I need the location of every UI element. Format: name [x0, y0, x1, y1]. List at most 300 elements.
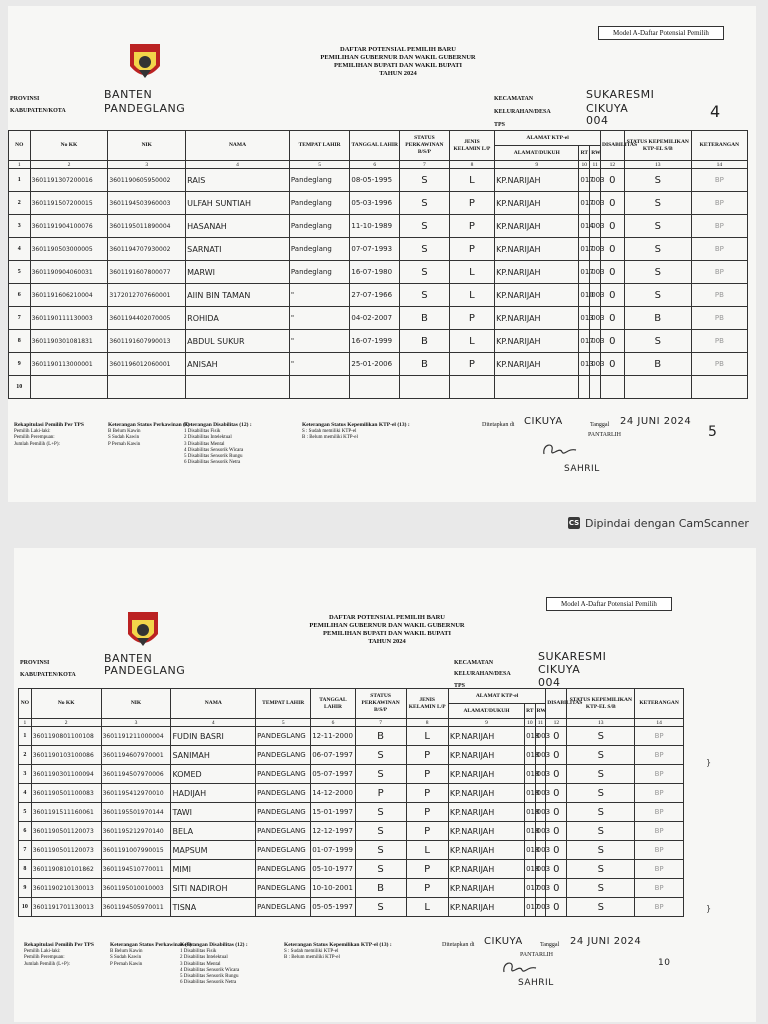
column-header: TEMPAT LAHIR — [256, 689, 311, 719]
table-row — [19, 898, 684, 917]
column-number: 12 — [546, 719, 567, 727]
column-number: 3 — [108, 161, 186, 169]
signer-name: SAHRIL — [518, 978, 554, 988]
cell-dis — [600, 376, 624, 399]
camscanner-label: Dipindai dengan CamScanner — [585, 516, 749, 530]
column-header: RW — [535, 704, 546, 719]
cell-no: 4 — [9, 238, 31, 261]
cell-tgl: 08-05-1995 — [350, 169, 400, 192]
form-sheet-1 — [8, 6, 756, 502]
cell-tgl: 01-07-1999 — [311, 841, 355, 860]
cell-dis: 0 — [600, 353, 624, 376]
cell-nama: HADIJAH — [171, 784, 256, 803]
column-header: RW — [590, 146, 601, 161]
form-title: DAFTAR POTENSIAL PEMILIH BARU PEMILIHAN GUBERNUR DAN WAKIL GUBERNUR PEMILIHAN BUPATI DAN WAKIL BUPATI TAHUN 2024 — [309, 614, 465, 645]
cell-tempat: " — [289, 307, 350, 330]
cell-alamat: KP.NARIJAH — [448, 898, 524, 917]
column-header: RT — [525, 704, 536, 719]
cell-rt: 010 — [579, 284, 590, 307]
cell-nama: MIMI — [171, 860, 256, 879]
cell-rw: 003 — [535, 746, 546, 765]
column-number: 2 — [31, 719, 101, 727]
table-row — [9, 169, 748, 192]
signer-name: SAHRIL — [564, 464, 600, 474]
tps-value: 004 — [538, 676, 561, 689]
cell-kk: 3601191606210004 — [30, 284, 108, 307]
cell-rw — [590, 376, 601, 399]
table-row — [9, 376, 748, 399]
cell-tempat: PANDEGLANG — [256, 727, 311, 746]
table-row — [19, 860, 684, 879]
table-row — [9, 284, 748, 307]
cell-jk: P — [406, 822, 448, 841]
cell-nama: TISNA — [171, 898, 256, 917]
cell-tempat: " — [289, 330, 350, 353]
column-header: NO — [19, 689, 32, 719]
cell-no: 5 — [9, 261, 31, 284]
cell-ket: BP — [635, 860, 684, 879]
column-number: 7 — [400, 161, 450, 169]
cell-tgl: 06-07-1997 — [311, 746, 355, 765]
cell-alamat: KP.NARIJAH — [495, 238, 579, 261]
cell-kk: 3601190501100083 — [31, 784, 101, 803]
cell-rt: 017 — [579, 169, 590, 192]
cell-rt: 018 — [525, 841, 536, 860]
cell-ktp: S — [567, 841, 635, 860]
cell-ktp: S — [624, 330, 691, 353]
column-number: 11 — [590, 161, 601, 169]
column-header: DISABILITAS — [600, 131, 624, 161]
cell-jk: L — [449, 330, 494, 353]
cell-alamat: KP.NARIJAH — [495, 353, 579, 376]
cell-tgl: 14-12-2000 — [311, 784, 355, 803]
form-title: DAFTAR POTENSIAL PEMILIH BARU PEMILIHAN GUBERNUR DAN WAKIL GUBERNUR PEMILIHAN BUPATI DAN WAKIL BUPATI TAHUN 2024 — [320, 46, 476, 77]
cell-rw: 003 — [535, 860, 546, 879]
cell-tempat: PANDEGLANG — [256, 746, 311, 765]
cell-nik: 3172012707660001 — [108, 284, 186, 307]
margin-note: } — [706, 904, 712, 913]
cell-alamat: KP.NARIJAH — [495, 307, 579, 330]
cell-dis: 0 — [546, 860, 567, 879]
cell-dis: 0 — [546, 765, 567, 784]
table-row — [9, 215, 748, 238]
column-header: No KK — [30, 131, 108, 161]
cell-alamat: KP.NARIJAH — [448, 746, 524, 765]
cell-nama — [186, 376, 290, 399]
cell-nik: 3601194510770011 — [101, 860, 171, 879]
cell-rt: 017 — [579, 192, 590, 215]
cell-rw: 003 — [535, 879, 546, 898]
cell-nik: 3601196012060001 — [108, 353, 186, 376]
cell-ket: BP — [635, 746, 684, 765]
cell-rt: 018 — [525, 765, 536, 784]
cell-rw: 003 — [535, 803, 546, 822]
cell-tgl: 16-07-1999 — [350, 330, 400, 353]
cell-no: 7 — [19, 841, 32, 860]
column-header: ALAMAT KTP-el — [448, 689, 545, 704]
cell-tgl: 27-07-1966 — [350, 284, 400, 307]
cell-kk: 3601191511160061 — [31, 803, 101, 822]
ditetapkan-label: Ditetapkan di — [482, 422, 515, 428]
tps-value: 004 — [586, 114, 609, 127]
cell-tgl: 12-11-2000 — [311, 727, 355, 746]
cell-rt — [579, 376, 590, 399]
voter-table-1 — [8, 130, 748, 399]
disability-legend: Keterangan Disabilitas (12) : 1 Disabilitas Fisik 2 Disabilitas Intelektual 3 Disabilitas Mental 4 Disabilitas Sensorik Wicara 5 Disabilitas Sensorik Rungu 6 Disabilitas Sensorik Netra — [180, 942, 248, 986]
cell-ket: BP — [691, 238, 747, 261]
column-number: 1 — [9, 161, 31, 169]
ditetapkan-place: CIKUYA — [484, 936, 523, 947]
kelurahan-value: CIKUYA — [586, 102, 629, 115]
cell-dis: 0 — [546, 822, 567, 841]
cell-alamat: KP.NARIJAH — [448, 822, 524, 841]
cell-jk: P — [406, 746, 448, 765]
cell-ktp: S — [567, 898, 635, 917]
column-header: STATUS KEPEMILIKAN KTP-EL S/B — [624, 131, 691, 161]
cell-status: S — [400, 192, 450, 215]
column-number: 4 — [171, 719, 256, 727]
cell-ket: BP — [635, 822, 684, 841]
cell-nama: AIIN BIN TAMAN — [186, 284, 290, 307]
cell-rt: 018 — [525, 860, 536, 879]
column-header: NAMA — [171, 689, 256, 719]
cell-tempat: Pandeglang — [289, 261, 350, 284]
column-number: 10 — [579, 161, 590, 169]
cell-ket: BP — [635, 841, 684, 860]
cell-tempat: Pandeglang — [289, 192, 350, 215]
cell-rw: 003 — [590, 169, 601, 192]
table-row — [9, 192, 748, 215]
cell-ket: PB — [691, 353, 747, 376]
cell-kk — [30, 376, 108, 399]
cell-tgl: 15-01-1997 — [311, 803, 355, 822]
cell-ktp: B — [624, 307, 691, 330]
model-label: Model A-Daftar Potensial Pemilih — [546, 597, 672, 611]
cell-tgl: 07-07-1993 — [350, 238, 400, 261]
cell-ktp: S — [624, 169, 691, 192]
cell-jk: P — [449, 192, 494, 215]
column-header: NIK — [101, 689, 171, 719]
cell-jk: P — [449, 215, 494, 238]
cell-ktp: S — [624, 284, 691, 307]
cell-rw: 003 — [590, 307, 601, 330]
cell-kk: 3601190801100108 — [31, 727, 101, 746]
cell-ket: PB — [691, 284, 747, 307]
cell-tempat: PANDEGLANG — [256, 803, 311, 822]
cell-jk: L — [406, 841, 448, 860]
cell-nama: ABDUL SUKUR — [186, 330, 290, 353]
cell-tempat: PANDEGLANG — [256, 860, 311, 879]
column-header: KETERANGAN — [635, 689, 684, 719]
column-number: 6 — [311, 719, 355, 727]
column-number: 11 — [535, 719, 546, 727]
cell-tgl: 05-10-1977 — [311, 860, 355, 879]
cell-dis: 0 — [546, 746, 567, 765]
cell-alamat: KP.NARIJAH — [448, 860, 524, 879]
cell-ktp: S — [567, 879, 635, 898]
voter-table-2 — [18, 688, 684, 917]
cell-ktp: S — [567, 860, 635, 879]
cell-alamat: KP.NARIJAH — [448, 765, 524, 784]
cell-nik: 3601194507970006 — [101, 765, 171, 784]
table-row — [9, 353, 748, 376]
cell-nama: ULFAH SUNTIAH — [186, 192, 290, 215]
cell-jk: P — [449, 238, 494, 261]
cell-tempat: " — [289, 284, 350, 307]
cell-tempat: Pandeglang — [289, 238, 350, 261]
status-legend: Keterangan Status Perkawinan (7) : B Belum Kawin S Sudah Kawin P Pernah Kawin — [108, 422, 193, 447]
cell-ktp — [624, 376, 691, 399]
cell-status: S — [400, 261, 450, 284]
column-header: STATUS PERKAWINAN B/S/P — [400, 131, 450, 161]
tanggal-label: Tanggal — [590, 422, 610, 428]
table-row — [19, 784, 684, 803]
cell-rt: 017 — [525, 879, 536, 898]
provinsi-value: BANTEN — [104, 88, 153, 101]
kelurahan-value: CIKUYA — [538, 663, 581, 676]
cell-alamat: KP.NARIJAH — [495, 330, 579, 353]
cell-ket: PB — [691, 330, 747, 353]
cell-jk: L — [449, 261, 494, 284]
cell-no: 1 — [19, 727, 32, 746]
cell-ket: BP — [691, 215, 747, 238]
corner-number: 4 — [710, 102, 721, 121]
cell-ktp: S — [567, 727, 635, 746]
cell-status: B — [400, 330, 450, 353]
cell-kk: 3601190503000005 — [30, 238, 108, 261]
column-number: 7 — [355, 719, 406, 727]
cell-nama: FUDIN BASRI — [171, 727, 256, 746]
cell-ket: BP — [691, 169, 747, 192]
cell-nama: MARWI — [186, 261, 290, 284]
cell-rw: 003 — [590, 330, 601, 353]
cell-nama: KOMED — [171, 765, 256, 784]
cell-ktp: S — [567, 803, 635, 822]
cell-nik: 3601190605950002 — [108, 169, 186, 192]
cell-rt: 017 — [579, 261, 590, 284]
cell-ket: BP — [635, 765, 684, 784]
kabupaten-value: PANDEGLANG — [104, 664, 186, 677]
cell-dis: 0 — [600, 238, 624, 261]
table-row — [19, 841, 684, 860]
cell-tgl: 05-05-1997 — [311, 898, 355, 917]
cell-dis: 0 — [600, 307, 624, 330]
cell-rt: 018 — [525, 727, 536, 746]
cell-ktp: S — [567, 765, 635, 784]
cell-alamat: KP.NARIJAH — [448, 879, 524, 898]
column-number: 9 — [495, 161, 579, 169]
cell-jk: P — [449, 353, 494, 376]
cell-tempat: PANDEGLANG — [256, 879, 311, 898]
cell-nik: 3601191607800077 — [108, 261, 186, 284]
cell-nik: 3601194503960003 — [108, 192, 186, 215]
cell-nama: RAIS — [186, 169, 290, 192]
cell-no: 6 — [19, 822, 32, 841]
column-number: 13 — [624, 161, 691, 169]
cell-jk: P — [406, 860, 448, 879]
cell-tempat: PANDEGLANG — [256, 784, 311, 803]
cell-tgl: 25-01-2006 — [350, 353, 400, 376]
cell-rt: 013 — [579, 353, 590, 376]
cell-tempat: PANDEGLANG — [256, 765, 311, 784]
cell-alamat: KP.NARIJAH — [448, 727, 524, 746]
cell-status: S — [400, 169, 450, 192]
cell-jk: L — [449, 169, 494, 192]
cell-kk: 3601191701130013 — [31, 898, 101, 917]
cell-ktp: S — [567, 746, 635, 765]
column-header: JENIS KELAMIN L/P — [449, 131, 494, 161]
cell-no: 5 — [19, 803, 32, 822]
cell-ktp: S — [624, 238, 691, 261]
cell-nik: 3601194505970011 — [101, 898, 171, 917]
cell-rw: 003 — [590, 192, 601, 215]
cell-dis: 0 — [600, 169, 624, 192]
cell-tgl — [350, 376, 400, 399]
column-header: TANGGAL LAHIR — [350, 131, 400, 161]
form-sheet-2 — [14, 548, 756, 1022]
cell-ktp: S — [567, 784, 635, 803]
cell-nama: TAWI — [171, 803, 256, 822]
page-number: 5 — [708, 424, 718, 440]
cell-rw: 003 — [535, 784, 546, 803]
cell-kk: 3601190301100094 — [31, 765, 101, 784]
cell-tempat: " — [289, 353, 350, 376]
column-number: 10 — [525, 719, 536, 727]
cell-tempat: Pandeglang — [289, 169, 350, 192]
cell-kk: 3601190810101862 — [31, 860, 101, 879]
table-row — [9, 261, 748, 284]
column-header: KETERANGAN — [691, 131, 747, 161]
cell-kk: 3601190113000001 — [30, 353, 108, 376]
cell-kk: 3601190210130013 — [31, 879, 101, 898]
cell-tempat — [289, 376, 350, 399]
cell-no: 2 — [9, 192, 31, 215]
status-legend: Keterangan Status Perkawinan (7) : B Belum Kawin S Sudah Kawin P Pernah Kawin — [110, 942, 195, 967]
cell-rt: 018 — [525, 803, 536, 822]
cell-jk: P — [406, 765, 448, 784]
cell-ket — [691, 376, 747, 399]
camscanner-icon: CS — [568, 519, 580, 527]
cell-ket: BP — [635, 879, 684, 898]
cell-no: 6 — [9, 284, 31, 307]
cell-alamat: KP.NARIJAH — [448, 803, 524, 822]
cell-alamat: KP.NARIJAH — [448, 841, 524, 860]
cell-no: 1 — [9, 169, 31, 192]
cell-rt: 014 — [579, 215, 590, 238]
column-number: 14 — [691, 161, 747, 169]
cell-ktp: S — [567, 822, 635, 841]
cell-tgl: 04-02-2007 — [350, 307, 400, 330]
table-row — [9, 307, 748, 330]
cell-nik: 3601195501970144 — [101, 803, 171, 822]
ditetapkan-place: CIKUYA — [524, 416, 563, 427]
cell-rw: 003 — [590, 238, 601, 261]
kabupaten-label: KABUPATEN/KOTA — [20, 672, 76, 678]
cell-alamat: KP.NARIJAH — [495, 192, 579, 215]
cell-jk: L — [449, 284, 494, 307]
cell-ket: BP — [691, 261, 747, 284]
kabupaten-label: KABUPATEN/KOTA — [10, 108, 66, 114]
cell-jk: L — [406, 898, 448, 917]
cell-status: B — [355, 727, 406, 746]
column-header: DISABILITAS — [546, 689, 567, 719]
cell-jk: P — [449, 307, 494, 330]
kelurahan-label: KELURAHAN/DESA — [454, 671, 511, 677]
kpu-logo — [126, 40, 164, 91]
cell-no: 9 — [19, 879, 32, 898]
cell-dis: 0 — [600, 284, 624, 307]
cell-nama: ROHIDA — [186, 307, 290, 330]
cell-ktp: S — [624, 261, 691, 284]
cell-rw: 003 — [590, 215, 601, 238]
provinsi-label: PROVINSI — [10, 96, 40, 102]
cell-jk: L — [406, 727, 448, 746]
cell-rw: 003 — [590, 261, 601, 284]
tps-label: TPS — [494, 122, 506, 128]
column-number: 5 — [289, 161, 350, 169]
cell-status: S — [400, 215, 450, 238]
cell-alamat: KP.NARIJAH — [495, 284, 579, 307]
cell-nik — [108, 376, 186, 399]
rekap-legend: Rekapitulasi Pemilih Per TPS Pemilih Laki-laki: Pemilih Perempuan: Jumlah Pemilih (L+P): — [24, 942, 94, 967]
kelurahan-label: KELURAHAN/DESA — [494, 109, 551, 115]
cell-no: 2 — [19, 746, 32, 765]
kecamatan-label: KECAMATAN — [494, 96, 534, 102]
column-number: 9 — [448, 719, 524, 727]
cell-rt: 018 — [525, 746, 536, 765]
cell-nama: ANISAH — [186, 353, 290, 376]
kecamatan-value: SUKARESMI — [586, 88, 655, 101]
cell-nik: 3601191007990015 — [101, 841, 171, 860]
cell-tgl: 05-03-1996 — [350, 192, 400, 215]
cell-no: 7 — [9, 307, 31, 330]
cell-status: S — [355, 746, 406, 765]
cell-tgl: 10-10-2001 — [311, 879, 355, 898]
column-header: NO — [9, 131, 31, 161]
cell-status: S — [355, 822, 406, 841]
cell-nik: 3601191211000004 — [101, 727, 171, 746]
cell-status: S — [355, 841, 406, 860]
column-number: 13 — [567, 719, 635, 727]
column-header: TANGGAL LAHIR — [311, 689, 355, 719]
cell-dis: 0 — [546, 784, 567, 803]
kecamatan-label: KECAMATAN — [454, 660, 494, 666]
tanggal-label: Tanggal — [540, 942, 560, 948]
column-header: STATUS PERKAWINAN B/S/P — [355, 689, 406, 719]
cell-kk: 3601191507200015 — [30, 192, 108, 215]
cell-no: 3 — [19, 765, 32, 784]
cell-ket: BP — [635, 803, 684, 822]
cell-nik: 3601195011890004 — [108, 215, 186, 238]
cell-ket: BP — [635, 727, 684, 746]
table-row — [19, 879, 684, 898]
cell-nik: 3601195010010003 — [101, 879, 171, 898]
column-number: 2 — [30, 161, 108, 169]
cell-nama: SITI NADIROH — [171, 879, 256, 898]
column-number: 6 — [350, 161, 400, 169]
kabupaten-value: PANDEGLANG — [104, 102, 186, 115]
cell-ket: BP — [635, 898, 684, 917]
cell-no: 8 — [19, 860, 32, 879]
cell-kk: 3601190111130003 — [30, 307, 108, 330]
table-row — [19, 765, 684, 784]
cell-tempat: Pandeglang — [289, 215, 350, 238]
cell-dis: 0 — [546, 898, 567, 917]
cell-status: S — [355, 765, 406, 784]
cell-rt: 018 — [525, 784, 536, 803]
cell-no: 4 — [19, 784, 32, 803]
table-row — [9, 330, 748, 353]
